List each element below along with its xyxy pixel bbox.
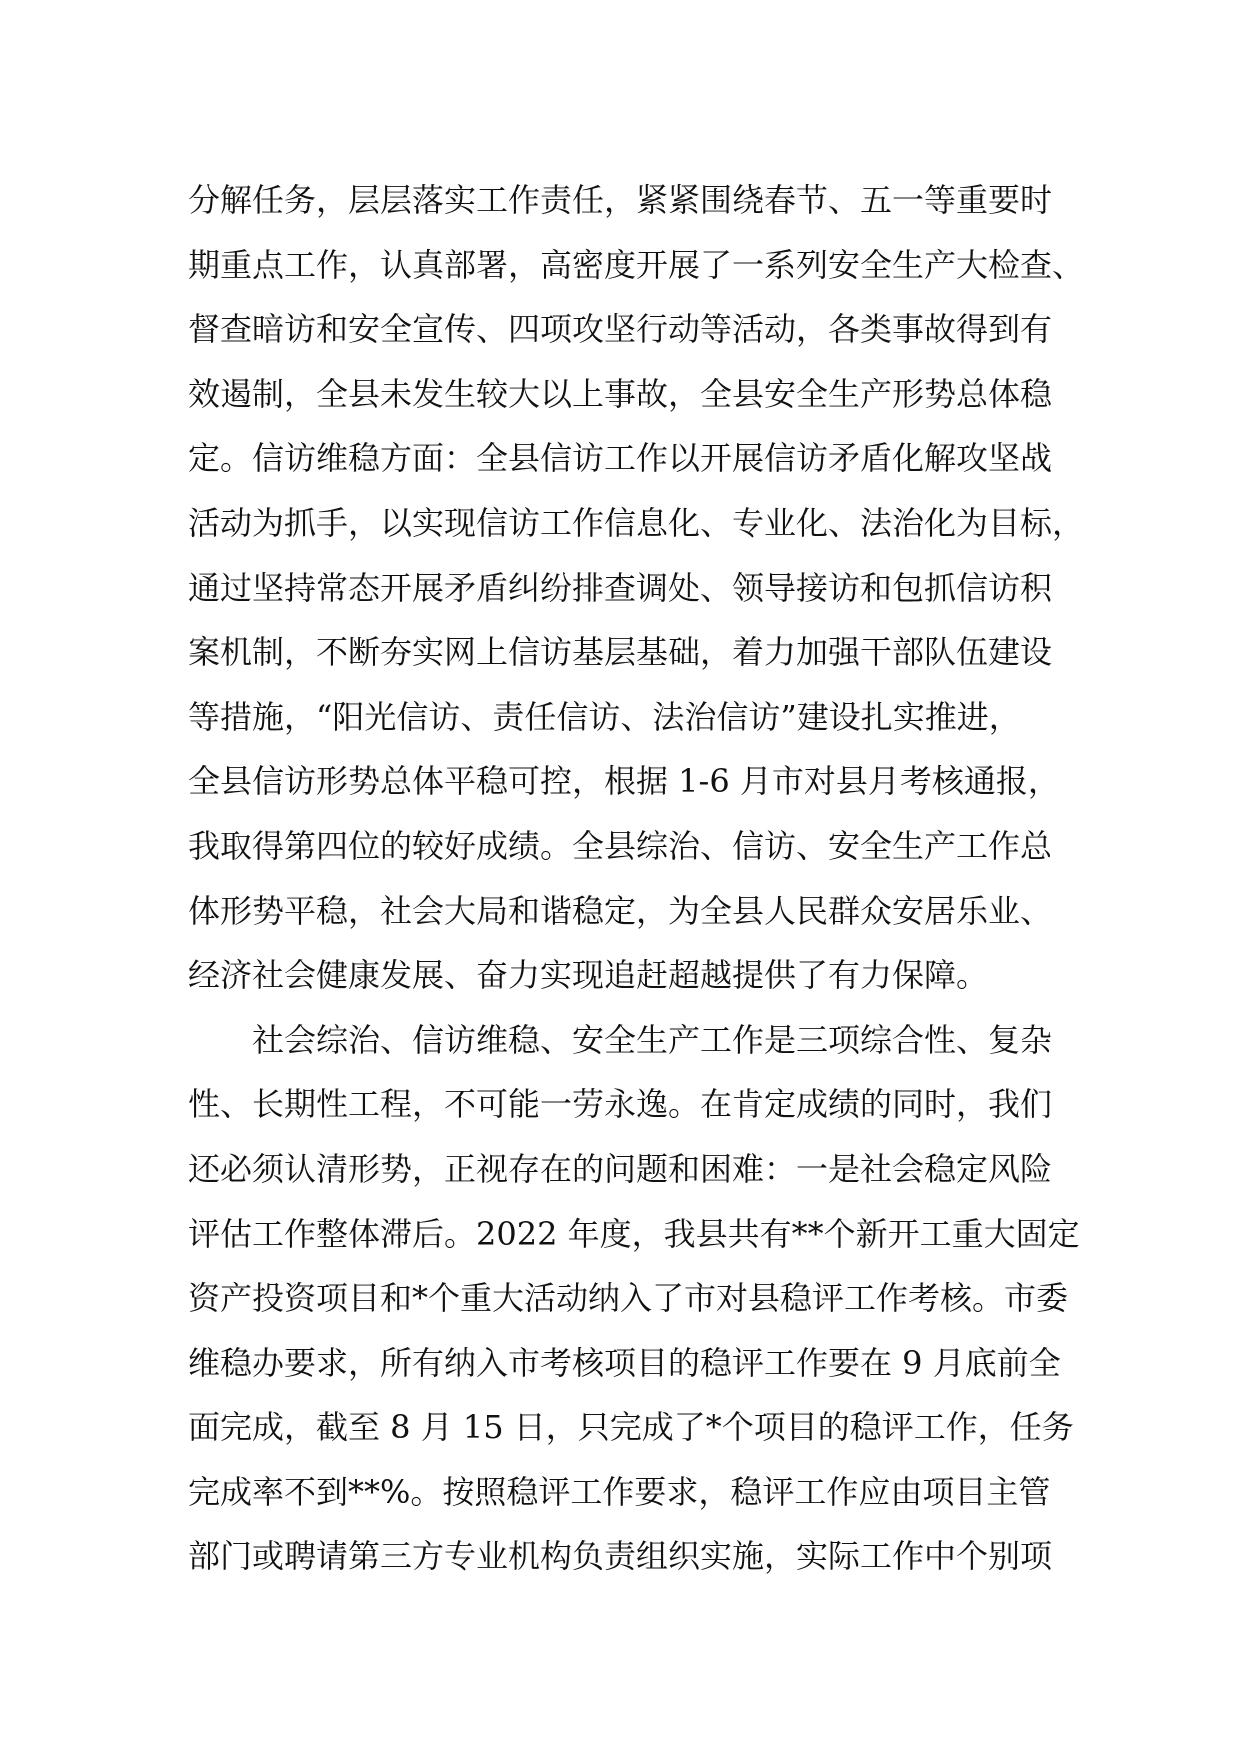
paragraph-line: 督查暗访和安全宣传、四项攻坚行动等活动，各类事故得到有 bbox=[188, 310, 1053, 349]
paragraph-line: 期重点工作，认真部署，高密度开展了一系列安全生产大检查、 bbox=[188, 245, 1085, 284]
document-body bbox=[188, 168, 1088, 1589]
paragraph-line: 维稳办要求，所有纳入市考核项目的稳评工作要在 9 月底前全 bbox=[188, 1343, 1061, 1382]
paragraph-line: 活动为抓手，以实现信访工作信息化、专业化、法治化为目标， bbox=[188, 503, 1085, 542]
paragraph-line: 我取得第四位的较好成绩。全县综治、信访、安全生产工作总 bbox=[188, 826, 1053, 865]
paragraph-line: 全县信访形势总体平稳可控，根据 1-6 月市对县月考核通报， bbox=[188, 762, 1060, 801]
paragraph-line: 经济社会健康发展、奋力实现追赶超越提供了有力保障。 bbox=[188, 956, 989, 995]
paragraph-line: 社会综治、信访维稳、安全生产工作是三项综合性、复杂 bbox=[252, 1020, 1053, 1059]
paragraph-1 bbox=[188, 168, 1088, 1008]
paragraph-line: 部门或聘请第三方专业机构负责组织实施，实际工作中个别项 bbox=[188, 1537, 1053, 1576]
paragraph-2 bbox=[188, 1008, 1088, 1589]
paragraph-line: 评估工作整体滞后。2022 年度，我县共有**个新开工重大固定 bbox=[188, 1214, 1080, 1253]
paragraph-line: 资产投资项目和*个重大活动纳入了市对县稳评工作考核。市委 bbox=[188, 1279, 1069, 1318]
paragraph-line: 还必须认清形势，正视存在的问题和困难：一是社会稳定风险 bbox=[188, 1149, 1053, 1188]
paragraph-line: 效遏制，全县未发生较大以上事故，全县安全生产形势总体稳 bbox=[188, 374, 1053, 413]
paragraph-line: 面完成，截至 8 月 15 日，只完成了*个项目的稳评工作，任务 bbox=[188, 1408, 1074, 1447]
paragraph-line: 通过坚持常态开展矛盾纠纷排查调处、领导接访和包抓信访积 bbox=[188, 568, 1053, 607]
paragraph-line: 体形势平稳，社会大局和谐稳定，为全县人民群众安居乐业、 bbox=[188, 891, 1053, 930]
paragraph-line: 等措施，“阳光信访、责任信访、法治信访”建设扎实推进， bbox=[188, 697, 1021, 736]
paragraph-line: 完成率不到**%。按照稳评工作要求，稳评工作应由项目主管 bbox=[188, 1472, 1051, 1511]
paragraph-line: 性、长期性工程，不可能一劳永逸。在肯定成绩的同时，我们 bbox=[188, 1085, 1053, 1124]
paragraph-line: 定。信访维稳方面：全县信访工作以开展信访矛盾化解攻坚战 bbox=[188, 439, 1053, 478]
paragraph-line: 案机制，不断夯实网上信访基层基础，着力加强干部队伍建设 bbox=[188, 633, 1053, 672]
paragraph-line: 分解任务，层层落实工作责任，紧紧围绕春节、五一等重要时 bbox=[188, 181, 1053, 219]
